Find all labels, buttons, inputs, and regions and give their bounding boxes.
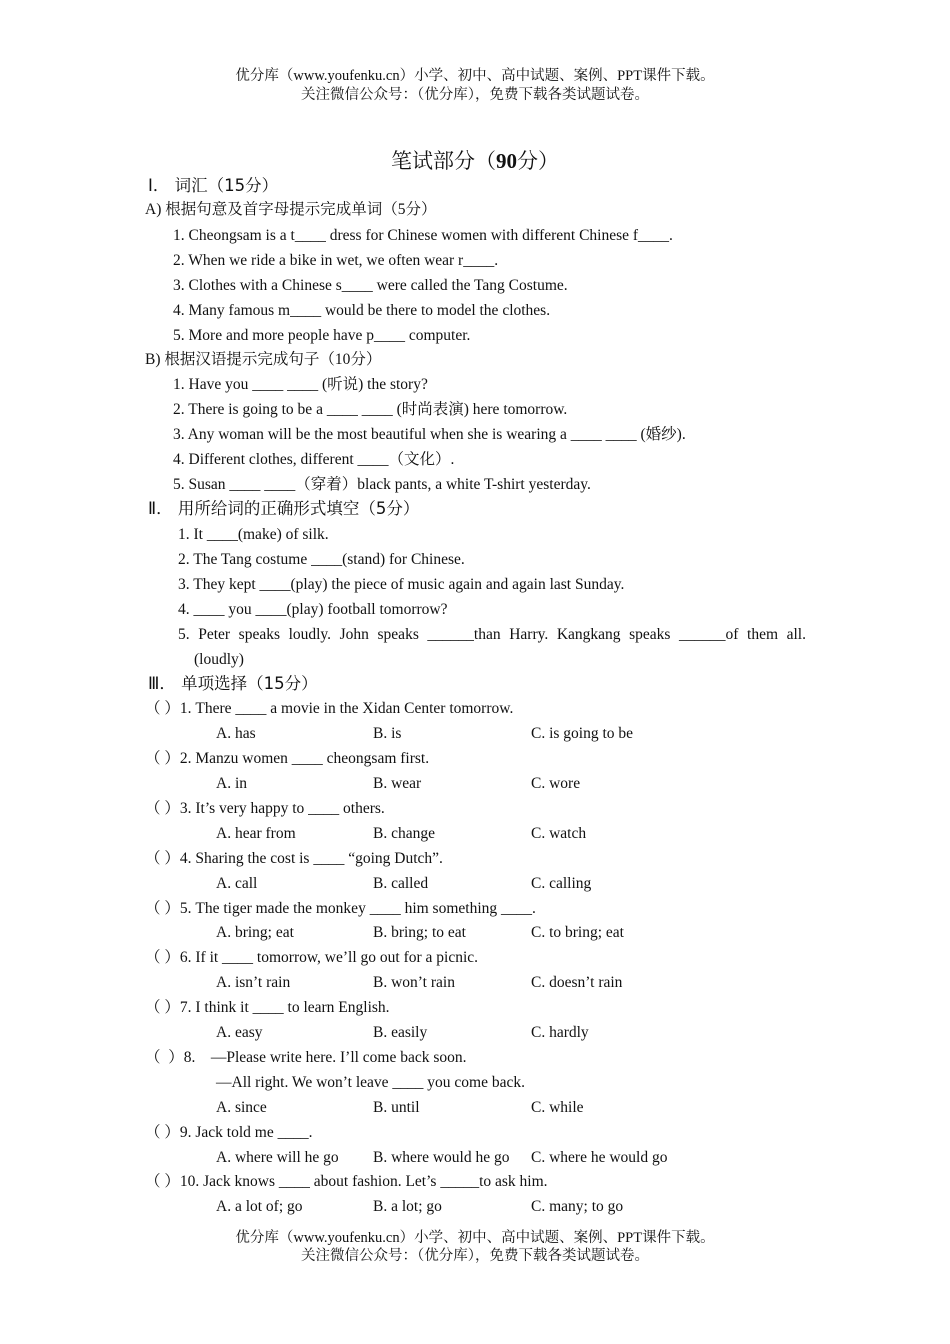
mc-q4-option-a: A. call bbox=[216, 875, 258, 892]
mc-q8-option-b: B. until bbox=[373, 1099, 420, 1116]
mc-q3-option-c: C. watch bbox=[531, 825, 587, 842]
vocab-a-item-3: 3. Clothes with a Chinese s____ were called the Tang Costume. bbox=[173, 277, 568, 294]
fill-item-5: 5. Peter speaks loudly. John speaks ______than Harry. Kangkang speaks ______of them all. bbox=[178, 626, 806, 643]
mc-q4-option-c: C. calling bbox=[531, 875, 592, 892]
header-line-2: 关注微信公众号：（优分库），免费下载各类试题试卷。 bbox=[301, 87, 649, 103]
footer-line-2: 关注微信公众号：（优分库），免费下载各类试题试卷。 bbox=[301, 1248, 649, 1264]
title-text: 笔试部分（ bbox=[391, 149, 496, 173]
mc-q5-option-a: A. bring; eat bbox=[216, 924, 294, 941]
footer-line-1: 优分库（www.youfenku.cn）小学、初中、高中试题、案例、PPT课件下载。 bbox=[235, 1230, 715, 1246]
vocab-b-item-5: 5. Susan ____ ____（穿着）black pants, a white T-shirt yesterday. bbox=[173, 476, 591, 493]
mc-q6-option-c: C. doesn’t rain bbox=[531, 974, 623, 991]
mc-q10-option-c: C. many; to go bbox=[531, 1198, 624, 1215]
mc-q5-option-b: B. bring; to eat bbox=[373, 924, 466, 941]
vocab-a-item-2: 2. When we ride a bike in wet, we often wear r____. bbox=[173, 252, 499, 269]
fill-item-2: 2. The Tang costume ____(stand) for Chinese. bbox=[178, 551, 465, 568]
fill-item-5-hint: (loudly) bbox=[194, 651, 244, 668]
mc-q10-stem: （ ）10. Jack knows ____ about fashion. Let’s _____to ask him. bbox=[145, 1173, 548, 1190]
mc-q9-stem: （ ）9. Jack told me ____. bbox=[145, 1124, 313, 1141]
mc-q1-option-a: A. has bbox=[216, 725, 256, 742]
title-suffix: 分） bbox=[517, 149, 559, 173]
mc-q7-stem: （ ）7. I think it ____ to learn English. bbox=[145, 999, 390, 1016]
page-title bbox=[0, 148, 950, 174]
mc-q2-stem: （ ）2. Manzu women ____ cheongsam first. bbox=[145, 750, 430, 767]
mc-q10-option-b: B. a lot; go bbox=[373, 1198, 442, 1215]
mc-q3-option-a: A. hear from bbox=[216, 825, 296, 842]
vocab-b-item-4: 4. Different clothes, different ____（文化）. bbox=[173, 451, 455, 468]
vocab-a-item-5: 5. More and more people have p____ computer. bbox=[173, 327, 471, 344]
fill-item-1: 1. It ____(make) of silk. bbox=[178, 526, 329, 543]
mc-q9-option-b: B. where would he go bbox=[373, 1149, 510, 1166]
mc-q6-stem: （ ）6. If it ____ tomorrow, we’ll go out for a picnic. bbox=[145, 949, 479, 966]
mc-q8-stem: （ ）8. —Please write here. I’ll come back soon. bbox=[145, 1049, 467, 1066]
mc-q1-option-b: B. is bbox=[373, 725, 402, 742]
mc-q2-option-c: C. wore bbox=[531, 775, 581, 792]
mc-q1-option-c: C. is going to be bbox=[531, 725, 634, 742]
fill-item-3: 3. They kept ____(play) the piece of music again and again last Sunday. bbox=[178, 576, 625, 593]
mc-q5-stem: （ ）5. The tiger made the monkey ____ him something ____. bbox=[145, 900, 536, 917]
mc-q2-option-b: B. wear bbox=[373, 775, 422, 792]
mc-q4-option-b: B. called bbox=[373, 875, 429, 892]
mc-q4-stem: （ ）4. Sharing the cost is ____ “going Dutch”. bbox=[145, 850, 443, 867]
section-3-heading: Ⅲ． 单项选择（15分） bbox=[148, 674, 318, 693]
mc-q7-option-c: C. hardly bbox=[531, 1024, 589, 1041]
mc-q6-option-b: B. won’t rain bbox=[373, 974, 455, 991]
header-line-1: 优分库（www.youfenku.cn）小学、初中、高中试题、案例、PPT课件下载。 bbox=[235, 68, 715, 84]
title-score: 90 bbox=[496, 149, 517, 173]
mc-q5-option-c: C. to bring; eat bbox=[531, 924, 624, 941]
mc-q8-option-c: C. while bbox=[531, 1099, 584, 1116]
mc-q3-stem: （ ）3. It’s very happy to ____ others. bbox=[145, 800, 385, 817]
section-2-heading: Ⅱ． 用所给词的正确形式填空（5分） bbox=[148, 499, 420, 518]
fill-item-4: 4. ____ you ____(play) football tomorrow? bbox=[178, 601, 448, 618]
mc-q1-stem: （ ）1. There ____ a movie in the Xidan Center tomorrow. bbox=[145, 700, 514, 717]
mc-q8-stem-reply: —All right. We won’t leave ____ you come back. bbox=[216, 1074, 525, 1091]
mc-q2-option-a: A. in bbox=[216, 775, 247, 792]
vocab-b-item-2: 2. There is going to be a ____ ____ (时尚表演) here tomorrow. bbox=[173, 401, 568, 418]
mc-q6-option-a: A. isn’t rain bbox=[216, 974, 291, 991]
vocab-a-item-4: 4. Many famous m____ would be there to model the clothes. bbox=[173, 302, 551, 319]
mc-q10-option-a: A. a lot of; go bbox=[216, 1198, 303, 1215]
mc-q8-option-a: A. since bbox=[216, 1099, 267, 1116]
mc-q9-option-c: C. where he would go bbox=[531, 1149, 668, 1166]
section-1-heading: Ⅰ． 词汇（15分） bbox=[148, 176, 279, 195]
vocab-b-item-1: 1. Have you ____ ____ (听说) the story? bbox=[173, 376, 428, 393]
mc-q7-option-a: A. easy bbox=[216, 1024, 263, 1041]
vocab-a-item-1: 1. Cheongsam is a t____ dress for Chinese women with different Chinese f____. bbox=[173, 227, 673, 244]
mc-q9-option-a: A. where will he go bbox=[216, 1149, 339, 1166]
part-a-heading: A) 根据句意及首字母提示完成单词（5分） bbox=[145, 201, 437, 218]
vocab-b-item-3: 3. Any woman will be the most beautiful when she is wearing a ____ ____ (婚纱). bbox=[173, 426, 686, 443]
mc-q3-option-b: B. change bbox=[373, 825, 435, 842]
mc-q7-option-b: B. easily bbox=[373, 1024, 428, 1041]
part-b-heading: B) 根据汉语提示完成句子（10分） bbox=[145, 351, 382, 368]
